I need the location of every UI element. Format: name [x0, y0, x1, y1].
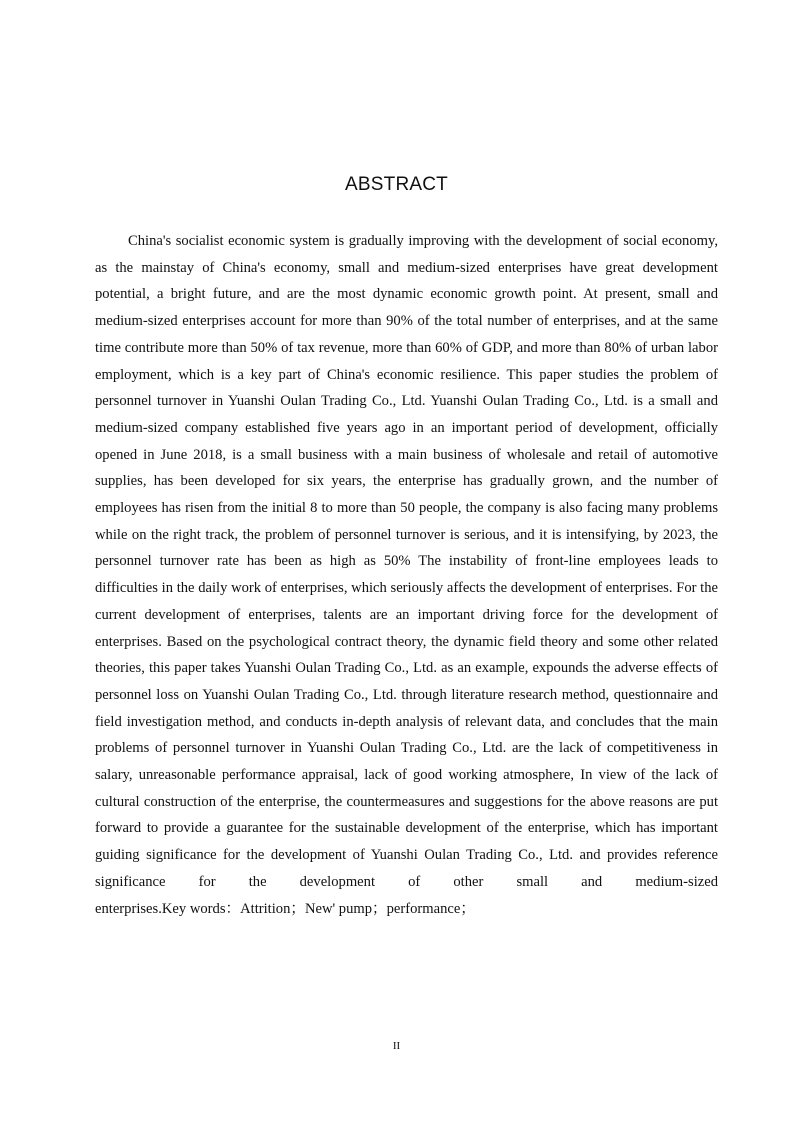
abstract-body [95, 228, 718, 922]
abstract-paragraph: China's socialist economic system is gradually improving with the development of social economy, as the mainstay of China's economy, small and medium-sized enterprises have great development potential, a bright future, and are the most dynamic economic growth point. At present, small and medium-sized enterprises account for more than 90% of the total number of enterprises, and at the same time contribute more than 50% of tax revenue, more than 60% of GDP, and more than 80% of urban labor employment, which is a key part of China's economic resilience. This paper studies the problem of personnel turnover in Yuanshi Oulan Trading Co., Ltd. Yuanshi Oulan Trading Co., Ltd. is a small and medium-sized company established five years ago in an important period of development, officially opened in June 2018, is a small business with a main business of wholesale and retail of automotive supplies, has been developed for six years, the enterprise has gradually grown, and the number of employees has risen from the initial 8 to more than 50 people, the company is also facing many problems while on the right track, the problem of personnel turnover is serious, and it is intensifying, by 2023, the personnel turnover rate has been as high as 50% The instability of front-line employees leads to difficulties in the daily work of enterprises, which seriously affects the development of enterprises. For the current development of enterprises, talents are an important driving force for the development of enterprises. Based on the psychological contract theory, the dynamic field theory and some other related theories, this paper takes Yuanshi Oulan Trading Co., Ltd. as an example, expounds the adverse effects of personnel loss on Yuanshi Oulan Trading Co., Ltd. through literature research method, questionnaire and field investigation method, and conducts in-depth analysis of relevant data, and concludes that the main problems of personnel turnover in Yuanshi Oulan Trading Co., Ltd. are the lack of competitiveness in salary, unreasonable performance appraisal, lack of good working atmosphere, In view of the lack of cultural construction of the enterprise, the countermeasures and suggestions for the above reasons are put forward to provide a guarantee for the sustainable development of the enterprise, which has important guiding significance for the development of Yuanshi Oulan Trading Co., Ltd. and provides reference significance for the development of other small and medium-sized enterprises. [95, 233, 718, 917]
abstract-title: ABSTRACT [345, 174, 448, 195]
keywords-line: Key words：Attrition；New' pump；performance； [161, 900, 475, 917]
page-number: II [392, 1040, 401, 1052]
